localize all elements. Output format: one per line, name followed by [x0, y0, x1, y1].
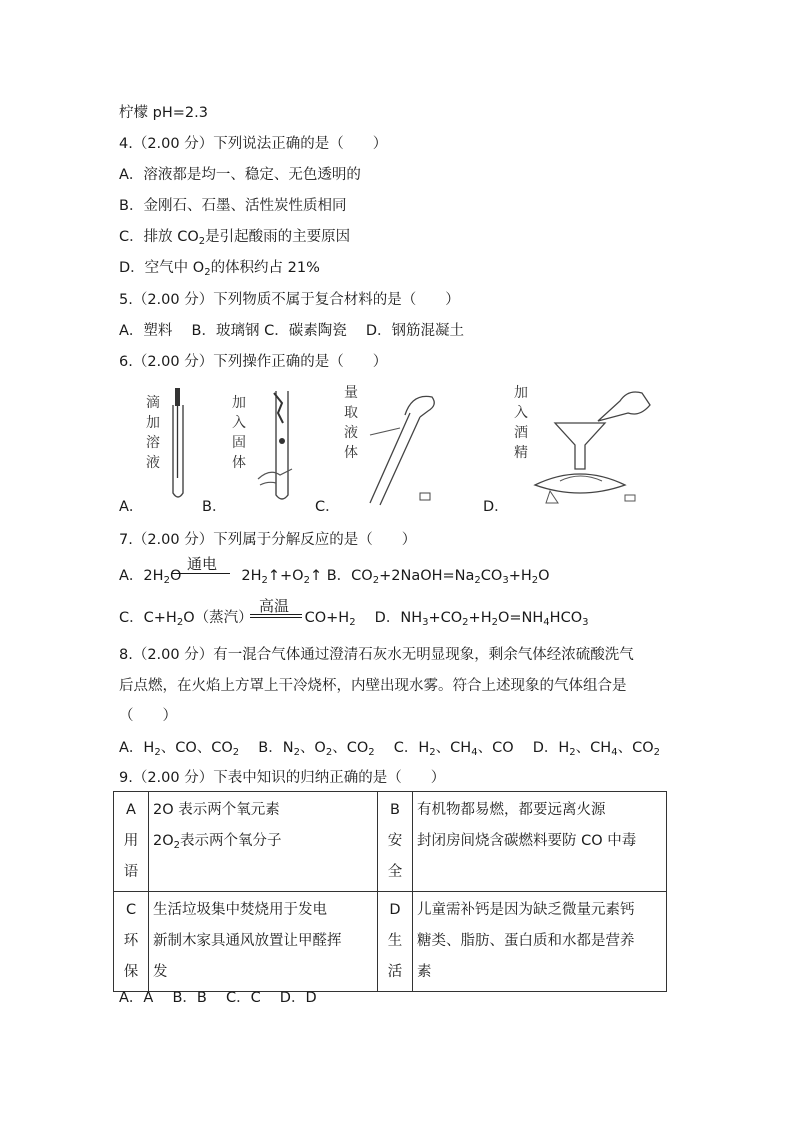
- q6-option-b: B．: [202, 499, 227, 515]
- q7-c-condition: 高温: [259, 597, 290, 615]
- q9-stem: 9.（2.00 分）下表中知识的归纳正确的是（ ）: [119, 770, 446, 786]
- q4-option-b: B．金刚石、石墨、活性炭性质相同: [119, 198, 347, 214]
- q9-d-content: 儿童需补钙是因为缺乏微量元素钙 糖类、脂肪、蛋白质和水都是营养 素: [413, 892, 667, 992]
- prev-answer-line: 柠檬 pH=2.3: [119, 105, 208, 121]
- q9-knowledge-table: [113, 791, 667, 992]
- q6-figure-c-label: 量取液体: [344, 385, 358, 461]
- q9-d-label: D 生 活: [378, 892, 413, 992]
- q6-figure-b-label: 加入固体: [232, 395, 246, 471]
- q7-c-reaction-line: [250, 614, 302, 618]
- q7-options-ab: A．$2H_2O$ $2H_2↑+O_2↑$ B．$CO_2+2NaOH=Na_2CO_3+H_2O$: [119, 568, 550, 586]
- alcohol-lamp-drawing: [510, 383, 660, 508]
- q6-option-a: A．: [119, 499, 144, 515]
- q9-options: A．A B．B C．C D．D: [119, 990, 317, 1006]
- q8-stem-line2: 后点燃，在火焰上方罩上干冷烧杯，内壁出现水雾。符合上述现象的气体组合是: [119, 678, 627, 694]
- q4-stem: 4.（2.00 分）下列说法正确的是（ ）: [119, 136, 388, 152]
- q5-stem: 5.（2.00 分）下列物质不属于复合材料的是（ ）: [119, 292, 460, 308]
- q6-figure-a: [140, 383, 200, 508]
- q6-option-d: D．: [483, 499, 509, 515]
- q4-option-c: C．排放 $CO_2$是引起酸雨的主要原因: [119, 229, 351, 247]
- q4-option-a: A．溶液都是均一、稳定、无色透明的: [119, 167, 361, 183]
- q4-option-d: D．空气中 $O_2$的体积约占 21%: [119, 260, 320, 278]
- q7-a-reaction-line: [172, 573, 230, 574]
- q8-options: A．$H_2$、CO、$CO_2$ B．$N_2$、$O_2$、$CO_2$ C．$H_2$、$CH_4$、CO D．$H_2$、$CH_4$、$CO_2$: [119, 740, 660, 758]
- q9-b-label: B 安 全: [378, 792, 413, 892]
- q6-figure-d-label: 加入酒精: [514, 385, 528, 461]
- q8-stem-line3: （ ）: [119, 708, 177, 724]
- q6-figure-b: [230, 383, 310, 508]
- q7-options-cd: C．$C+H_2O$（蒸汽） $CO+H_2$ D．$NH_3+CO_2+H_2O=NH_4HCO_3$: [119, 610, 589, 628]
- q6-figure-a-label: 滴加溶液: [146, 395, 160, 471]
- q7-stem: 7.（2.00 分）下列属于分解反应的是（ ）: [119, 532, 417, 548]
- q7-a-condition: 通电: [187, 555, 218, 573]
- q9-a-label: A 用 语: [114, 792, 149, 892]
- q6-option-c: C．: [315, 499, 340, 515]
- q6-figure-c: [340, 383, 450, 508]
- add-solid-drawing: [230, 383, 310, 508]
- q9-c-label: C 环 保: [114, 892, 149, 992]
- q6-stem: 6.（2.00 分）下列操作正确的是（ ）: [119, 354, 388, 370]
- q5-options: A．塑料 B．玻璃钢 C．碳素陶瓷 D．钢筋混凝土: [119, 323, 464, 339]
- q9-a-content: 2O 表示两个氧元素 $2O_2$表示两个氧分子: [149, 792, 378, 892]
- q9-b-content: 有机物都易燃，都要远离火源 封闭房间烧含碳燃料要防 CO 中毒: [413, 792, 667, 892]
- q8-stem-line1: 8.（2.00 分）有一混合气体通过澄清石灰水无明显现象，剩余气体经浓硫酸洗气: [119, 647, 634, 663]
- q6-figure-d: [510, 383, 660, 508]
- dropper-tube-drawing: [140, 383, 200, 508]
- q9-c-content: 生活垃圾集中焚烧用于发电 新制木家具通风放置让甲醛挥 发: [149, 892, 378, 992]
- measure-liquid-drawing: [340, 383, 450, 508]
